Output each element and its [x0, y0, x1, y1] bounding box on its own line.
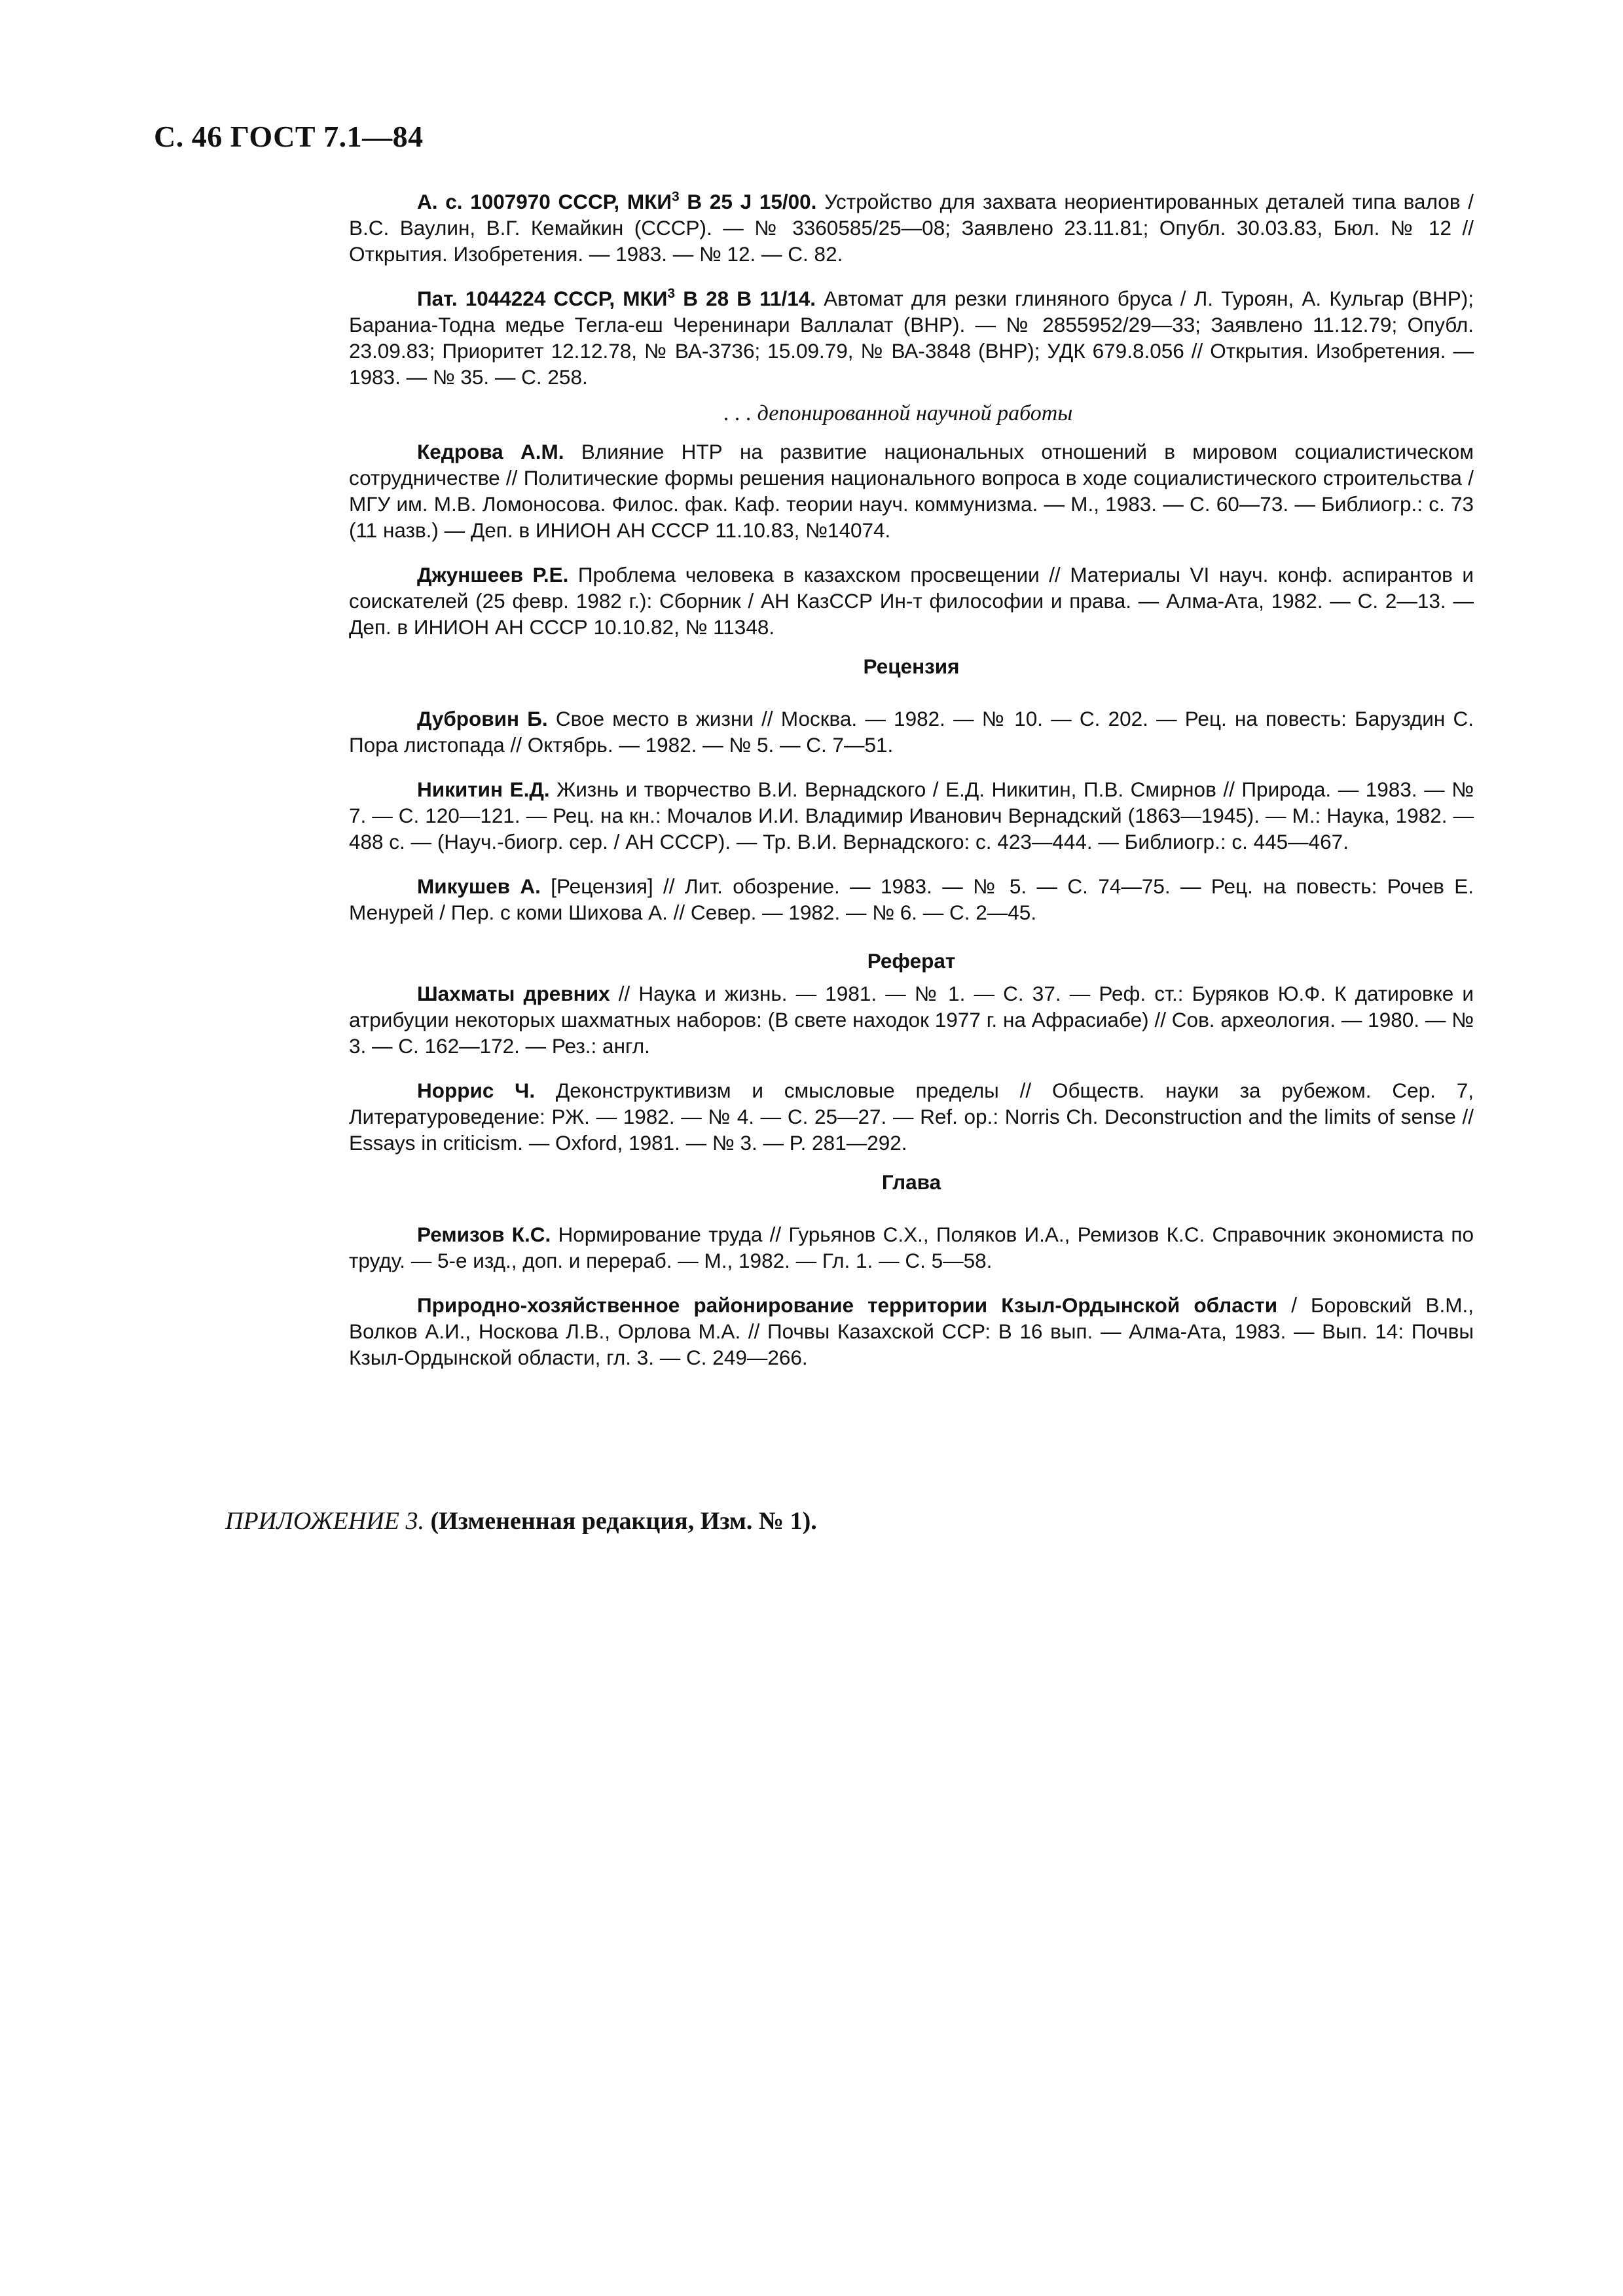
entry-text: Деконструктивизм и смысловые пределы // Обществ. науки за рубежом. Сер. 7, Литературоведение: РЖ. — 1982. — № 4. — С. 25—27. — Ref. op.: Norris Ch. Deconstruction and the limits of sense // Essays in criticism. — Oxford, 1981. — № 3. — P. 281—292.	[349, 1079, 1474, 1155]
revision-note: (Измененная редакция, Изм. № 1).	[424, 1507, 817, 1535]
entry-text: Свое место в жизни // Москва. — 1982. — № 10. — С. 202. — Рец. на повесть: Баруздин С. Пора листопада // Октябрь. — 1982. — № 5. — С. 7—51.	[349, 707, 1474, 757]
entry-heading: А. с. 1007970 СССР, МКИ$^3$ В 25 J 15/00.	[417, 189, 817, 213]
abstract-entry	[349, 980, 1474, 1059]
review-entry	[349, 706, 1474, 758]
entry-author: Кедрова А.М.	[417, 440, 564, 463]
patent-entry	[349, 285, 1474, 390]
entry-heading: Пат. 1044224 СССР, МКИ$^3$ В 28 В 11/14.	[417, 286, 816, 310]
entry-text: Автомат для резки глиняного бруса / Л. Туроян, А. Кульгар (ВНР); Бараниа-Тодна медье Тегла-еш Черенинари Валлалат (ВНР). — № 2855952/29—33; Заявлено 11.12.79; Опубл. 23.09.83; Приоритет 12.12.78, № ВА-3736; 15.09.79, № ВА-3848 (ВНР); УДК 679.8.056 // Открытия. Изобретения. — 1983. — № 35. — С. 258.	[349, 287, 1474, 389]
entry-text: / Боровский В.М., Волков А.И., Носкова Л.В., Орлова М.А. // Почвы Казахской ССР: В 16 вып. — Алма-Ата, 1983. — Вып. 14: Почвы Кзыл-Ордынской области, гл. 3. — С. 249—266.	[349, 1293, 1474, 1369]
deposited-entry	[349, 562, 1474, 640]
review-entry	[349, 776, 1474, 855]
review-section-heading: Рецензия	[863, 655, 960, 678]
entry-author: Дубровин Б.	[417, 707, 548, 730]
entry-title: Шахматы древних	[417, 982, 610, 1005]
abstract-section-heading: Реферат	[867, 949, 956, 973]
entry-text: Жизнь и творчество В.И. Вернадского / Е.Д. Никитин, П.В. Смирнов // Природа. — 1983. — № 7. — С. 120—121. — Рец. на кн.: Мочалов И.И. Владимир Иванович Вернадский (1863—1945). — М.: Наука, 1982. — 488 с. — (Науч.-биогр. сер. / АН СССР). — Тр. В.И. Вернадского: с. 423—444. — Библиогр.: с. 445—467.	[349, 778, 1474, 853]
entry-title: Природно-хозяйственное районирование территории Кзыл-Ордынской области	[417, 1293, 1278, 1317]
page-header: С. 46 ГОСТ 7.1—84	[154, 120, 424, 153]
deposited-entry	[349, 439, 1474, 543]
entry-author: Джуншеев Р.Е.	[417, 563, 569, 586]
deposited-work-caption: . . . депонированной научной работы	[723, 401, 1073, 425]
entry-author: Норрис Ч.	[417, 1079, 536, 1102]
entry-text: Нормирование труда // Гурьянов С.Х., Поляков И.А., Ремизов К.С. Справочник экономиста по труду. — 5-е изд., доп. и перераб. — М., 1982. — Гл. 1. — С. 5—58.	[349, 1223, 1474, 1272]
entry-author: Ремизов К.С.	[417, 1223, 551, 1246]
chapter-section-heading: Глава	[881, 1170, 941, 1194]
bibliography-body	[349, 188, 1474, 1389]
patent-entry	[349, 188, 1474, 267]
entry-text: [Рецензия] // Лит. обозрение. — 1983. — № 5. — С. 74—75. — Рец. на повесть: Рочев Е. Менурей / Пер. с коми Шихова А. // Север. — 1982. — № 6. — С. 2—45.	[349, 874, 1474, 924]
chapter-entry	[349, 1292, 1474, 1371]
entry-text: Проблема человека в казахском просвещении // Материалы VI науч. конф. аспирантов и соискателей (25 февр. 1982 г.): Сборник / АН КазССР Ин-т философии и права. — Алма-Ата, 1982. — С. 2—13. — Деп. в ИНИОН АН СССР 10.10.82, № 11348.	[349, 563, 1474, 639]
appendix-label: ПРИЛОЖЕНИЕ 3.	[225, 1507, 424, 1535]
entry-text: Влияние НТР на развитие национальных отношений в мировом социалистическом сотрудничестве // Политические формы решения национального вопроса в ходе социалистического строительства / МГУ им. М.В. Ломоносова. Филос. фак. Каф. теории науч. коммунизма. — М., 1983. — С. 60—73. — Библиогр.: с. 73 (11 назв.) — Деп. в ИНИОН АН СССР 11.10.83, №14074.	[349, 440, 1474, 542]
appendix-note	[225, 1507, 1474, 1535]
entry-text: // Наука и жизнь. — 1981. — № 1. — С. 37. — Реф. ст.: Буряков Ю.Ф. К датировке и атрибуции некоторых шахматных наборов: (В свете находок 1977 г. на Афрасиабе) // Сов. археология. — 1980. — № 3. — С. 162—172. — Рез.: англ.	[349, 982, 1474, 1058]
entry-text: Устройство для захвата неориентированных деталей типа валов / В.С. Ваулин, В.Г. Кемайкин (СССР). — № 3360585/25—08; Заявлено 23.11.81; Опубл. 30.03.83, Бюл. № 12 // Открытия. Изобретения. — 1983. — № 12. — С. 82.	[349, 190, 1474, 266]
review-entry	[349, 873, 1474, 925]
chapter-entry	[349, 1221, 1474, 1274]
abstract-entry	[349, 1077, 1474, 1156]
entry-author: Никитин Е.Д.	[417, 778, 550, 801]
entry-author: Микушев А.	[417, 874, 541, 898]
